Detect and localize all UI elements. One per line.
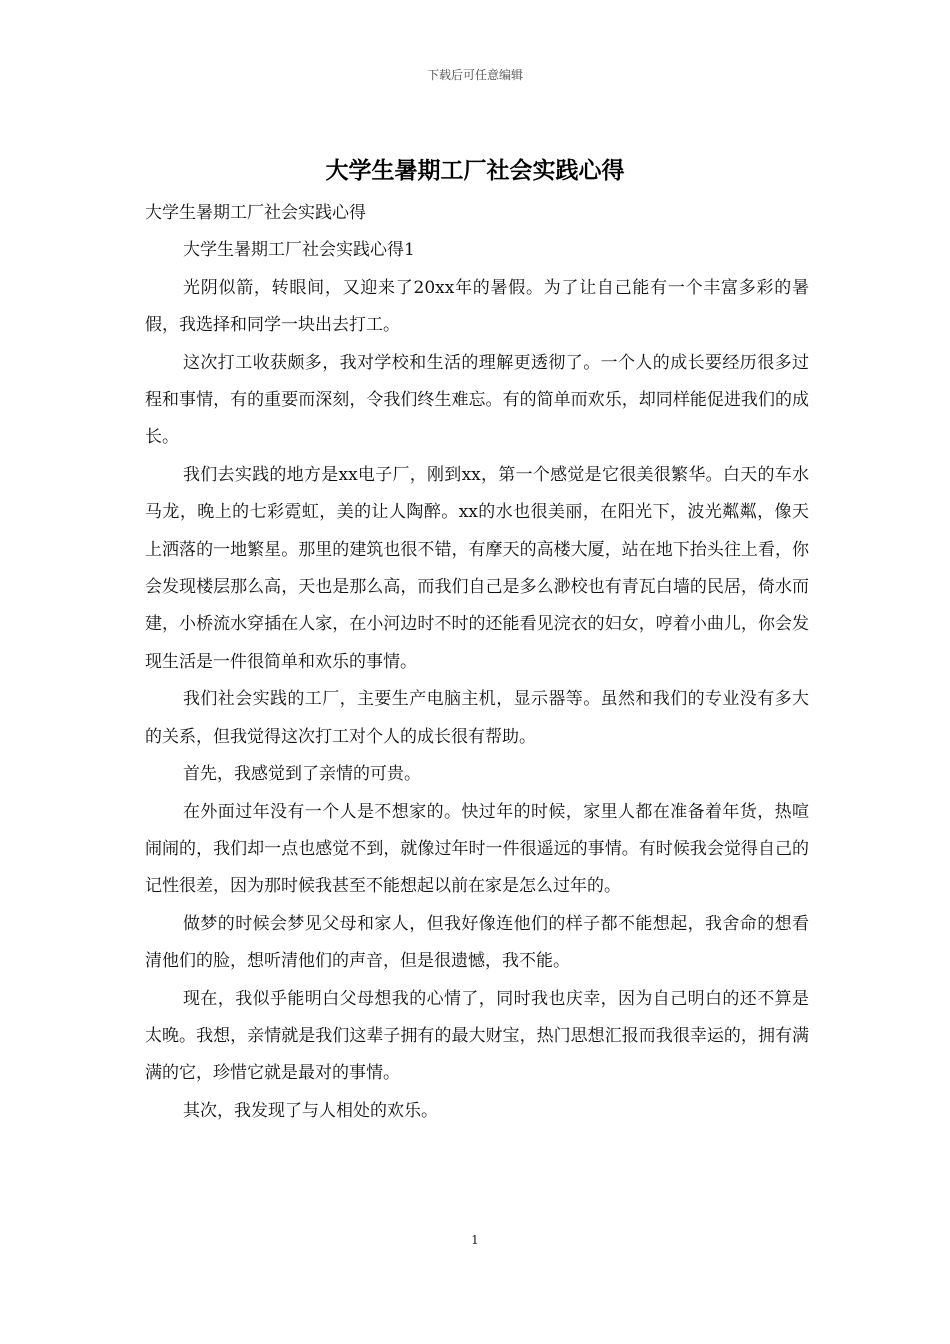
document-title: 大学生暑期工厂社会实践心得 xyxy=(325,157,625,184)
paragraph: 我们社会实践的工厂，主要生产电脑主机，显示器等。虽然和我们的专业没有多大的关系，但我觉得这次打工对个人的成长很有帮助。 xyxy=(145,689,809,747)
paragraph: 我们去实践的地方是xx电子厂，刚到xx，第一个感觉是它很美很繁华。白天的车水马龙，晚上的七彩霓虹，美的让人陶醉。xx的水也很美丽，在阳光下，波光粼粼，像天上洒落的一地繁星。那里的建筑也很不错，有摩天的高楼大厦，站在地下抬头往上看，你会发现楼层那么高，天也是那么高，而我们自己是多么渺校也有青瓦白墙的民居，倚水而建，小桥流水穿插在人家，在小河边时不时的还能看见浣衣的妇女，哼着小曲儿，你会发现生活是一件很简单和欢乐的事情。 xyxy=(145,464,809,672)
paragraph: 做梦的时候会梦见父母和家人，但我好像连他们的样子都不能想起，我舍命的想看清他们的脸，想听清他们的声音，但是很遗憾，我不能。 xyxy=(145,913,809,972)
paragraph: 在外面过年没有一个人是不想家的。快过年的时候，家里人都在准备着年货，热喧闹闹的，我们却一点也感觉不到，就像过年时一件很遥远的事情。有时候我会觉得自己的记性很差，因为那时候我甚至不能想起以前在家是怎么过年的。 xyxy=(145,801,809,897)
section-heading: 大学生暑期工厂社会实践心得1 xyxy=(183,240,415,261)
page-header-note: 下载后可任意编辑 xyxy=(426,68,523,82)
page-number: 1 xyxy=(471,1233,479,1247)
paragraph: 这次打工收获颇多，我对学校和生活的理解更透彻了。一个人的成长要经历很多过程和事情，有的重要而深刻，令我们终生难忘。有的简单而欢乐，却同样能促进我们的成长。 xyxy=(145,352,809,448)
paragraph: 其次，我发现了与人相处的欢乐。 xyxy=(183,1100,438,1121)
document-subtitle: 大学生暑期工厂社会实践心得 xyxy=(145,203,366,223)
paragraph: 光阴似箭，转眼间，又迎来了20xx年的暑假。为了让自己能有一个丰富多彩的暑假，我选择和同学一块出去打工。 xyxy=(145,277,809,336)
paragraph: 首先，我感觉到了亲情的可贵。 xyxy=(183,764,421,785)
document-body xyxy=(145,195,809,1130)
paragraph: 现在，我似乎能明白父母想我的心情了，同时我也庆幸，因为自己明白的还不算是太晚。我想，亲情就是我们这辈子拥有的最大财宝，热门思想汇报而我很幸运的，拥有满满的它，珍惜它就是最对的事情。 xyxy=(145,988,809,1084)
